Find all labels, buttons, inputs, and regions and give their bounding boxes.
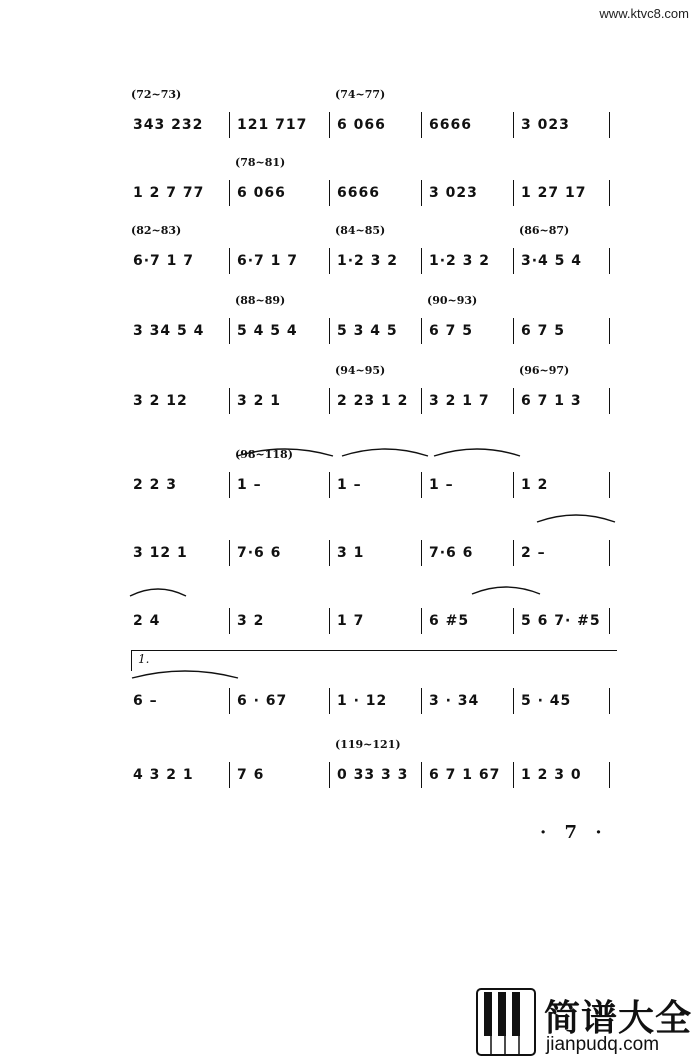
measure: 5 6 7· #5	[521, 613, 601, 629]
measure: 6·7 1 7	[133, 253, 195, 269]
barline	[609, 762, 610, 788]
barline	[609, 688, 610, 714]
measure: 6 · 67	[237, 693, 288, 709]
measure: 4 3 2 1	[133, 767, 194, 783]
measure: 1 · 12	[337, 693, 388, 709]
measure: 3 34 5 4	[133, 323, 205, 339]
measure-range-label: (94~95)	[335, 364, 386, 377]
barline	[609, 472, 610, 498]
measure: 3 12 1	[133, 545, 188, 561]
measure: 6 066	[337, 117, 386, 133]
measure-range-label: (88~89)	[235, 294, 286, 307]
barline	[609, 248, 610, 274]
measure: 5 3 4 5	[337, 323, 398, 339]
barline	[609, 180, 610, 206]
measure: 6666	[429, 117, 472, 133]
measure-range-label: (78~81)	[235, 156, 286, 169]
measure: 2 2 3	[133, 477, 177, 493]
measure: 3 023	[429, 185, 478, 201]
measure: 1·2 3 2	[429, 253, 491, 269]
measure-range-label: (84~85)	[335, 224, 386, 237]
measure: 6 7 1 3	[521, 393, 582, 409]
measure: 343 232	[133, 117, 204, 133]
measure: 121 717	[237, 117, 308, 133]
measure: 0 33 3 3	[337, 767, 409, 783]
measure: 1 7	[337, 613, 365, 629]
measure: 3 2	[237, 613, 265, 629]
measure: 6666	[337, 185, 380, 201]
measure: 1 2 3 0	[521, 767, 582, 783]
slur-mark	[470, 582, 542, 596]
measure: 3 2 12	[133, 393, 188, 409]
score-row	[125, 158, 617, 228]
measure: 6 7 1 67	[429, 767, 501, 783]
measure: 1 27 17	[521, 185, 587, 201]
measure: 3 2 1 7	[429, 393, 490, 409]
measure: 6 066	[237, 185, 286, 201]
measure: 2 4	[133, 613, 161, 629]
watermark-domain: jianpudq.com	[546, 1034, 660, 1055]
measure: 6·7 1 7	[237, 253, 299, 269]
barline	[609, 540, 610, 566]
measure: 1 2 7 77	[133, 185, 205, 201]
volta-bracket	[131, 650, 617, 671]
score-row	[125, 518, 617, 588]
measure: 5 4 5 4	[237, 323, 298, 339]
score-row	[125, 740, 617, 810]
barline	[609, 388, 610, 414]
measure: 1·2 3 2	[337, 253, 399, 269]
piano-keys-icon	[476, 988, 538, 1058]
measure: 3 · 34	[429, 693, 480, 709]
score-row	[125, 296, 617, 366]
slur-mark	[128, 584, 188, 598]
measure: 3 2 1	[237, 393, 281, 409]
slur-mark	[535, 510, 617, 524]
watermark-logo	[476, 988, 696, 1060]
barline	[609, 112, 610, 138]
measure: 3 1	[337, 545, 365, 561]
measure-range-label: (98~118)	[235, 448, 293, 461]
measure-range-label: (96~97)	[519, 364, 570, 377]
score-row	[125, 90, 617, 160]
measure: 5 · 45	[521, 693, 572, 709]
score-row	[125, 226, 617, 296]
measure-range-label: (90~93)	[427, 294, 478, 307]
measure: 7 6	[237, 767, 265, 783]
volta-label: 1.	[138, 652, 150, 666]
measure: 2 23 1 2	[337, 393, 409, 409]
slur-mark	[340, 444, 430, 458]
measure: 2 –	[521, 545, 546, 561]
measure: 1 –	[237, 477, 262, 493]
page-number: · 7 ·	[540, 822, 608, 843]
slur-mark	[235, 444, 335, 458]
measure: 3·4 5 4	[521, 253, 583, 269]
measure: 1 2	[521, 477, 549, 493]
measure: 6 –	[133, 693, 158, 709]
site-url[interactable]: www.ktvc8.com	[599, 6, 689, 21]
measure: 6 7 5	[521, 323, 565, 339]
measure-range-label: (74~77)	[335, 88, 386, 101]
measure: 1 –	[429, 477, 454, 493]
measure: 7·6 6	[237, 545, 282, 561]
measure-range-label: (86~87)	[519, 224, 570, 237]
measure-range-label: (72~73)	[131, 88, 182, 101]
score-row	[125, 586, 617, 656]
measure: 6 7 5	[429, 323, 473, 339]
watermark-name: 简谱大全	[544, 998, 693, 1039]
measure: 3 023	[521, 117, 570, 133]
measure: 7·6 6	[429, 545, 474, 561]
measure-range-label: (119~121)	[335, 738, 401, 751]
measure-range-label: (82~83)	[131, 224, 182, 237]
measure: 1 –	[337, 477, 362, 493]
score-row	[125, 366, 617, 436]
measure: 6 #5	[429, 613, 470, 629]
slur-mark	[432, 444, 522, 458]
barline	[609, 608, 610, 634]
barline	[609, 318, 610, 344]
